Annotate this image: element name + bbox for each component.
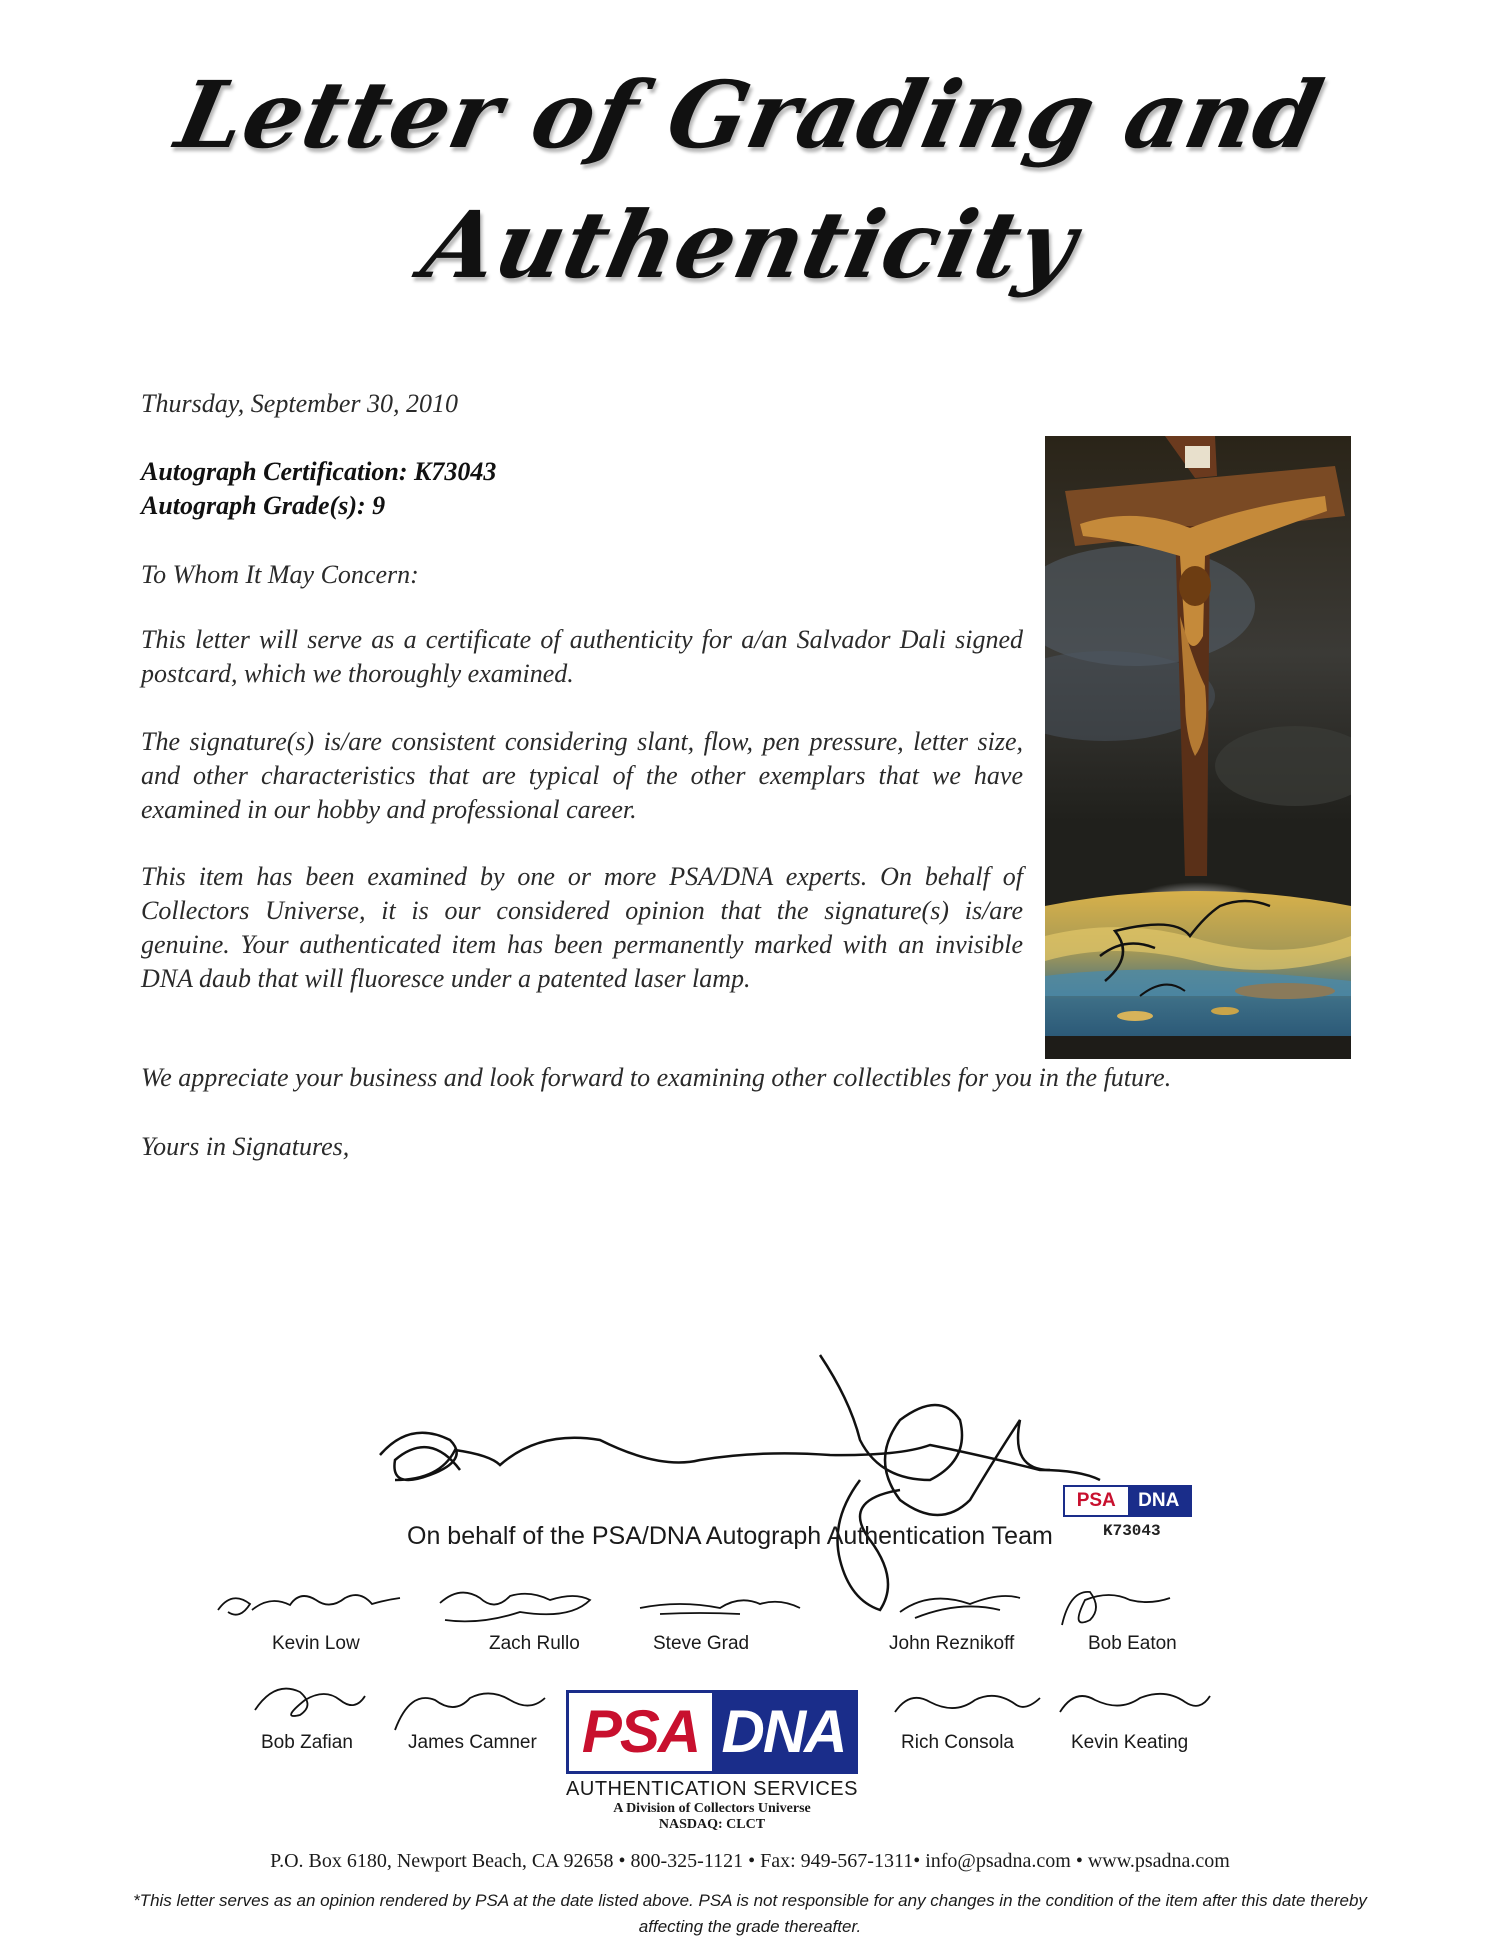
closing: Yours in Signatures, [141,1132,350,1161]
logo-dna: DNA [712,1693,855,1771]
paragraph-certificate: This letter will serve as a certificate of authenticity for a/an Salvador Dali signed postcard, which we thoroughly examined. [141,625,1023,688]
division-line: A Division of Collectors Universe [613,1801,811,1816]
signer-name: Zach Rullo [489,1633,580,1654]
postcard-painting [1045,436,1351,1059]
signer-name: James Camner [408,1732,537,1753]
title-line-1: Letter of Grading and [167,61,1333,169]
sticker-logo [1063,1485,1192,1517]
kevin-low-signature [218,1595,400,1615]
kevin-keating-signature [1060,1694,1210,1712]
sticker-logo-psa: PSA [1065,1487,1128,1515]
logo-box [566,1690,858,1774]
team-statement: On behalf of the PSA/DNA Autograph Authentication Team [407,1522,1053,1550]
signer-name: Kevin Low [272,1633,360,1654]
letter-date: Thursday, September 30, 2010 [141,389,459,418]
disclaimer: *This letter serves as an opinion rendered by PSA at the date listed above. PSA is not responsible for any changes in the condition of the item after this date thereby affecting the grade thereafter. [133,1891,1367,1936]
bob-zafian-signature [255,1689,365,1716]
signer-name: Steve Grad [653,1633,750,1654]
signer-name: Rich Consola [901,1732,1014,1753]
psa-dna-sticker [1063,1485,1193,1555]
bob-eaton-signature [1062,1592,1170,1625]
sticker-cert-number: K73043 [1103,1522,1161,1540]
logo-psa: PSA [569,1693,712,1771]
main-flourish-signature [380,1433,1100,1480]
signer-name: Kevin Keating [1071,1732,1189,1753]
james-camner-signature [395,1693,545,1730]
letter-title [0,55,1500,305]
paragraph-appreciation: We appreciate your business and look forward to examining other collectibles for you in the future. [141,1063,1172,1092]
certification-number: Autograph Certification: K73043 [141,457,497,486]
signer-name: Bob Zafian [261,1732,353,1753]
signer-name: John Reznikoff [889,1633,1015,1654]
psa-dna-logo [566,1690,858,1833]
contact-address: P.O. Box 6180, Newport Beach, CA 92658 • 800-325-1121 • Fax: 949-567-1311• info@psadna.com • www.psadna.com [270,1850,1230,1872]
autograph-grade: Autograph Grade(s): 9 [141,491,386,520]
rich-consola-signature [895,1696,1040,1712]
signed-postcard-image [1045,436,1351,1059]
steve-grad-signature [640,1600,800,1614]
title-line-2: Authenticity [413,191,1087,299]
paragraph-consistency: The signature(s) is/are consistent considering slant, flow, pen pressure, letter size, and other characteristics that are typical of the other exemplars that we have examined in our hobby and professional career. [141,727,1023,824]
sticker-logo-dna: DNA [1128,1487,1191,1515]
salutation: To Whom It May Concern: [141,560,419,589]
authentication-services: AUTHENTICATION SERVICES [566,1778,858,1800]
zach-rullo-signature [440,1593,590,1622]
signer-name: Bob Eaton [1088,1633,1177,1654]
paragraph-examination: This item has been examined by one or more PSA/DNA experts. On behalf of Collectors Universe, it is our considered opinion that the signature(s) is/are genuine. Your authenticated item has been permanently marked with an invisible DNA daub that will fluoresce under a patented laser lamp. [141,862,1023,993]
nasdaq-line: NASDAQ: CLCT [658,1817,766,1832]
john-reznikoff-signature [900,1596,1020,1618]
secondary-flourish-signature [820,1355,1050,1610]
